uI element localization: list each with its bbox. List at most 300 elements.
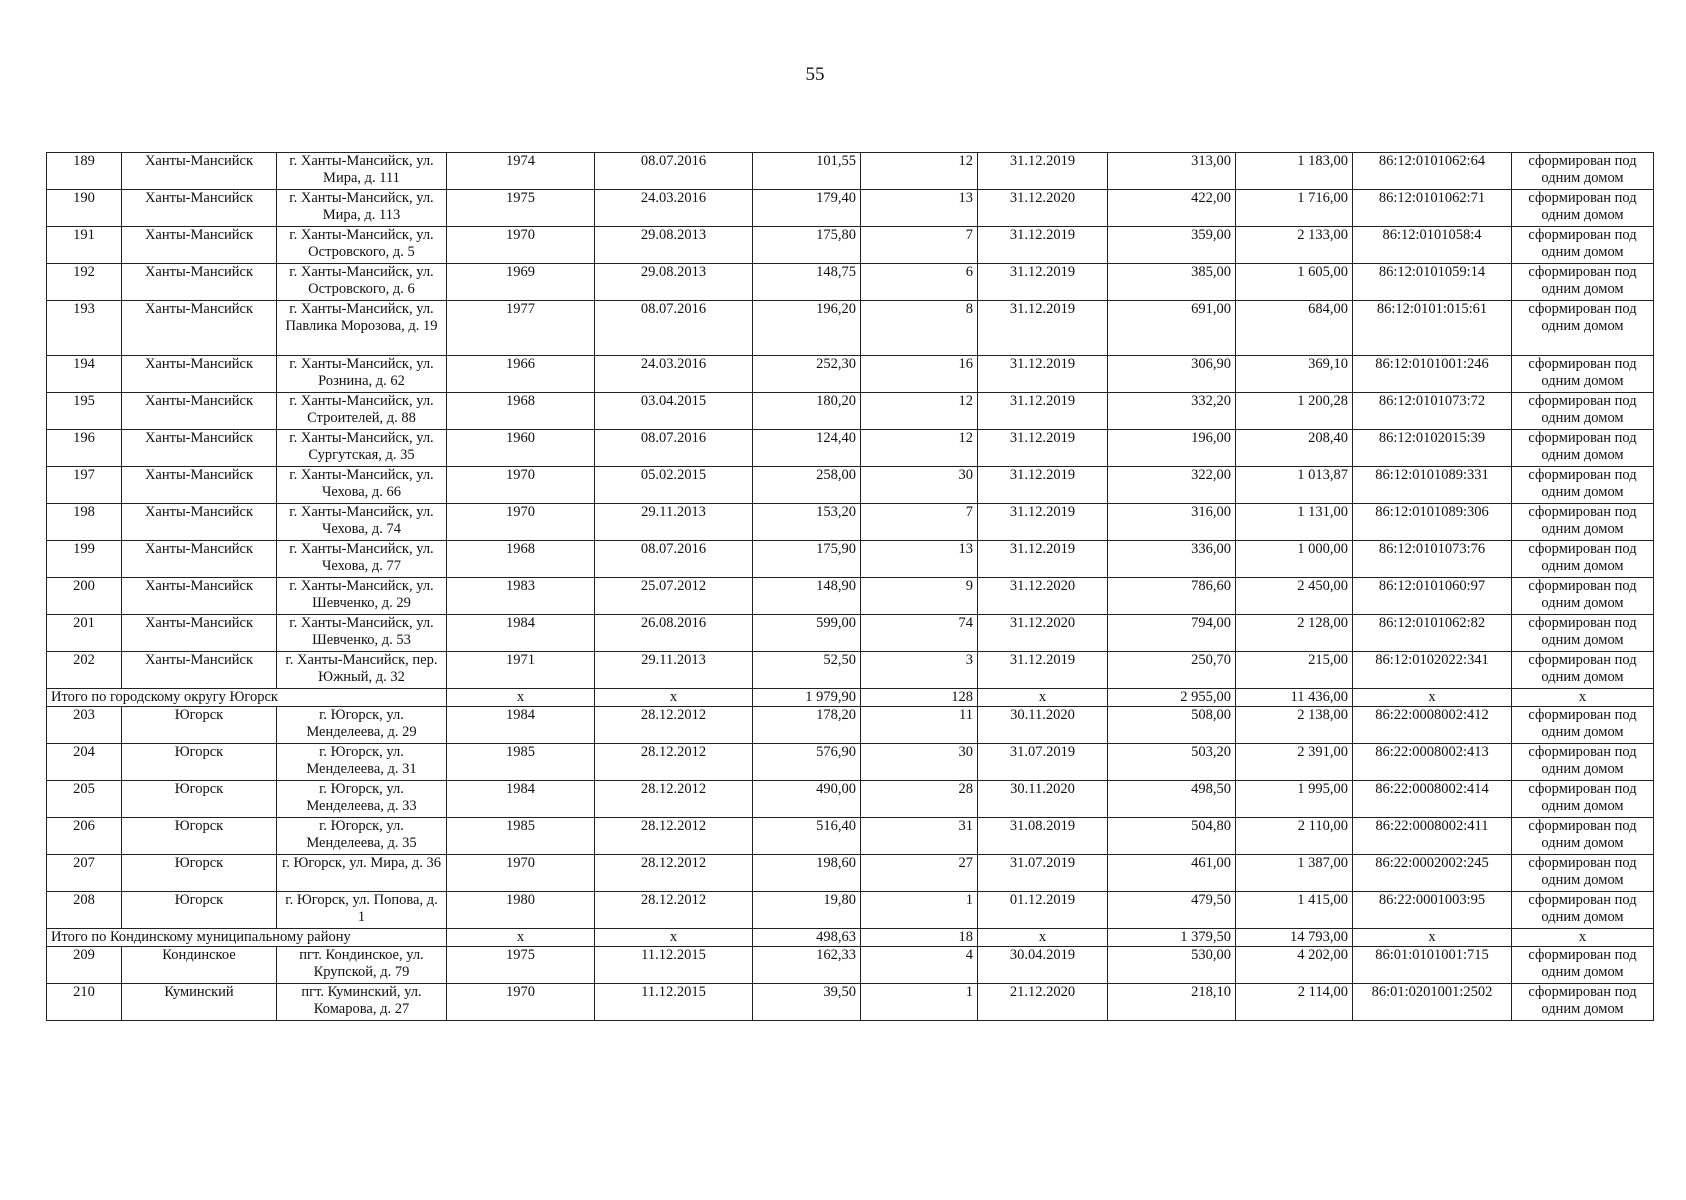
table-row	[47, 153, 1654, 190]
table-row	[47, 818, 1654, 855]
decision-date-cell: 29.11.2013	[595, 652, 753, 689]
land-area-cell: 498,50	[1108, 781, 1236, 818]
address-cell: г. Ханты-Мансийск, ул. Шевченко, д. 29	[277, 578, 447, 615]
decision-date-cell: 11.12.2015	[595, 947, 753, 984]
table-body	[47, 153, 1654, 1021]
row-number-cell: 192	[47, 264, 122, 301]
land-area-cell: 322,00	[1108, 467, 1236, 504]
address-cell: г. Ханты-Мансийск, ул. Рознина, д. 62	[277, 356, 447, 393]
area-cell: 148,75	[753, 264, 861, 301]
table-row	[47, 356, 1654, 393]
area-cell: 162,33	[753, 947, 861, 984]
row-number-cell: 207	[47, 855, 122, 892]
build-year-cell: 1980	[447, 892, 595, 929]
row-number-cell: 200	[47, 578, 122, 615]
land-status-cell: сформирован под одним домом	[1512, 984, 1654, 1021]
land-area-cell: 508,00	[1108, 707, 1236, 744]
area-cell: 175,80	[753, 227, 861, 264]
build-year-cell: 1971	[447, 652, 595, 689]
deadline-cell: 31.12.2020	[978, 615, 1108, 652]
land-status-cell: сформирован под одним домом	[1512, 393, 1654, 430]
cadastral-value-cell: 2 138,00	[1236, 707, 1353, 744]
address-cell: г. Ханты-Мансийск, пер. Южный, д. 32	[277, 652, 447, 689]
decision-date-cell: 08.07.2016	[595, 541, 753, 578]
cadastral-value-cell: 1 183,00	[1236, 153, 1353, 190]
municipality-cell: Югорск	[122, 744, 277, 781]
residents-count-cell: 7	[861, 227, 978, 264]
deadline-cell: 31.12.2019	[978, 153, 1108, 190]
cadastral-value-cell: 1 387,00	[1236, 855, 1353, 892]
decision-date-cell: 28.12.2012	[595, 707, 753, 744]
land-area-cell: 306,90	[1108, 356, 1236, 393]
municipality-cell: Ханты-Мансийск	[122, 153, 277, 190]
row-number-cell: 203	[47, 707, 122, 744]
municipality-cell: Ханты-Мансийск	[122, 467, 277, 504]
address-cell: г. Югорск, ул. Менделеева, д. 33	[277, 781, 447, 818]
build-year-cell: 1977	[447, 301, 595, 356]
cadastral-value-cell: 2 133,00	[1236, 227, 1353, 264]
decision-date-cell: 28.12.2012	[595, 855, 753, 892]
area-cell: 180,20	[753, 393, 861, 430]
deadline-cell: 30.11.2020	[978, 781, 1108, 818]
table-row	[47, 393, 1654, 430]
land-area-cell: 359,00	[1108, 227, 1236, 264]
cadastral-number-cell: 86:12:0101073:72	[1353, 393, 1512, 430]
address-cell: г. Югорск, ул. Менделеева, д. 35	[277, 818, 447, 855]
deadline-cell: 31.07.2019	[978, 744, 1108, 781]
municipality-cell: Ханты-Мансийск	[122, 264, 277, 301]
build-year-cell: 1970	[447, 467, 595, 504]
residents-count-cell: 31	[861, 818, 978, 855]
residents-count-cell: 7	[861, 504, 978, 541]
build-year-cell: 1975	[447, 947, 595, 984]
land-status-cell: сформирован под одним домом	[1512, 707, 1654, 744]
address-cell: г. Ханты-Мансийск, ул. Строителей, д. 88	[277, 393, 447, 430]
row-number-cell: 199	[47, 541, 122, 578]
residents-count-cell: 1	[861, 984, 978, 1021]
area-cell: 599,00	[753, 615, 861, 652]
deadline-cell: 21.12.2020	[978, 984, 1108, 1021]
row-number-cell: 210	[47, 984, 122, 1021]
land-area-cell: 504,80	[1108, 818, 1236, 855]
area-cell: 39,50	[753, 984, 861, 1021]
build-year-cell: 1960	[447, 430, 595, 467]
municipality-cell: Ханты-Мансийск	[122, 504, 277, 541]
land-area-cell: 786,60	[1108, 578, 1236, 615]
residents-count-cell: 13	[861, 190, 978, 227]
deadline-cell: 31.12.2019	[978, 356, 1108, 393]
cadastral-number-cell: 86:12:0101062:82	[1353, 615, 1512, 652]
land-status-cell: сформирован под одним домом	[1512, 190, 1654, 227]
municipality-cell: Ханты-Мансийск	[122, 356, 277, 393]
area-cell: 101,55	[753, 153, 861, 190]
decision-date-cell: 28.12.2012	[595, 818, 753, 855]
cadastral-value-cell: 2 450,00	[1236, 578, 1353, 615]
build-year-cell: 1984	[447, 615, 595, 652]
address-cell: г. Ханты-Мансийск, ул. Мира, д. 113	[277, 190, 447, 227]
cadastral-value-cell: 1 716,00	[1236, 190, 1353, 227]
address-cell: г. Ханты-Мансийск, ул. Мира, д. 111	[277, 153, 447, 190]
residents-count-cell: 27	[861, 855, 978, 892]
address-cell: г. Югорск, ул. Менделеева, д. 31	[277, 744, 447, 781]
land-status-cell: сформирован под одним домом	[1512, 153, 1654, 190]
row-number-cell: 198	[47, 504, 122, 541]
municipality-cell: Югорск	[122, 781, 277, 818]
build-year-cell: 1985	[447, 818, 595, 855]
residents-count-cell: 128	[861, 689, 978, 707]
build-year-cell: 1984	[447, 781, 595, 818]
area-cell: 196,20	[753, 301, 861, 356]
municipality-cell: Ханты-Мансийск	[122, 301, 277, 356]
deadline-cell: х	[978, 929, 1108, 947]
row-number-cell: 191	[47, 227, 122, 264]
cadastral-value-cell: 208,40	[1236, 430, 1353, 467]
residents-count-cell: 12	[861, 153, 978, 190]
deadline-cell: 31.12.2019	[978, 227, 1108, 264]
land-area-cell: 461,00	[1108, 855, 1236, 892]
deadline-cell: 31.12.2019	[978, 467, 1108, 504]
table-row	[47, 892, 1654, 929]
municipality-cell: Югорск	[122, 892, 277, 929]
residents-count-cell: 12	[861, 430, 978, 467]
decision-date-cell: 26.08.2016	[595, 615, 753, 652]
address-cell: г. Ханты-Мансийск, ул. Шевченко, д. 53	[277, 615, 447, 652]
land-status-cell: сформирован под одним домом	[1512, 947, 1654, 984]
cadastral-number-cell: 86:12:0101059:14	[1353, 264, 1512, 301]
decision-date-cell: 25.07.2012	[595, 578, 753, 615]
address-cell: пгт. Кондинское, ул. Крупской, д. 79	[277, 947, 447, 984]
cadastral-number-cell: 86:22:0002002:245	[1353, 855, 1512, 892]
area-cell: 52,50	[753, 652, 861, 689]
land-area-cell: 530,00	[1108, 947, 1236, 984]
address-cell: г. Ханты-Мансийск, ул. Островского, д. 6	[277, 264, 447, 301]
area-cell: 1 979,90	[753, 689, 861, 707]
decision-date-cell: х	[595, 689, 753, 707]
table-row	[47, 855, 1654, 892]
land-area-cell: 332,20	[1108, 393, 1236, 430]
municipality-cell: Кондинское	[122, 947, 277, 984]
decision-date-cell: 08.07.2016	[595, 430, 753, 467]
table-row	[47, 301, 1654, 356]
table-row	[47, 652, 1654, 689]
deadline-cell: 30.11.2020	[978, 707, 1108, 744]
area-cell: 490,00	[753, 781, 861, 818]
cadastral-number-cell: 86:12:0101062:71	[1353, 190, 1512, 227]
area-cell: 124,40	[753, 430, 861, 467]
table-row	[47, 984, 1654, 1021]
land-status-cell: сформирован под одним домом	[1512, 264, 1654, 301]
cadastral-number-cell: 86:22:0008002:414	[1353, 781, 1512, 818]
land-status-cell: сформирован под одним домом	[1512, 578, 1654, 615]
row-number-cell: 193	[47, 301, 122, 356]
land-status-cell: сформирован под одним домом	[1512, 356, 1654, 393]
address-cell: г. Ханты-Мансийск, ул. Чехова, д. 74	[277, 504, 447, 541]
cadastral-value-cell: 684,00	[1236, 301, 1353, 356]
land-status-cell: х	[1512, 929, 1654, 947]
municipality-cell: Куминский	[122, 984, 277, 1021]
municipality-cell: Югорск	[122, 707, 277, 744]
area-cell: 178,20	[753, 707, 861, 744]
subtotal-label: Итого по Кондинскому муниципальному району	[47, 929, 447, 947]
residents-count-cell: 13	[861, 541, 978, 578]
land-area-cell: 313,00	[1108, 153, 1236, 190]
residents-count-cell: 18	[861, 929, 978, 947]
area-cell: 19,80	[753, 892, 861, 929]
build-year-cell: 1970	[447, 227, 595, 264]
area-cell: 175,90	[753, 541, 861, 578]
residents-count-cell: 9	[861, 578, 978, 615]
deadline-cell: 31.07.2019	[978, 855, 1108, 892]
build-year-cell: 1970	[447, 984, 595, 1021]
municipality-cell: Ханты-Мансийск	[122, 393, 277, 430]
decision-date-cell: 29.08.2013	[595, 227, 753, 264]
land-status-cell: х	[1512, 689, 1654, 707]
cadastral-number-cell: 86:12:0102015:39	[1353, 430, 1512, 467]
deadline-cell: 31.12.2020	[978, 190, 1108, 227]
land-area-cell: 503,20	[1108, 744, 1236, 781]
cadastral-number-cell: 86:12:0101089:331	[1353, 467, 1512, 504]
land-status-cell: сформирован под одним домом	[1512, 504, 1654, 541]
land-area-cell: 794,00	[1108, 615, 1236, 652]
residents-count-cell: 12	[861, 393, 978, 430]
residents-count-cell: 28	[861, 781, 978, 818]
land-status-cell: сформирован под одним домом	[1512, 467, 1654, 504]
residents-count-cell: 1	[861, 892, 978, 929]
address-cell: г. Югорск, ул. Попова, д. 1	[277, 892, 447, 929]
table-row	[47, 578, 1654, 615]
cadastral-value-cell: 4 202,00	[1236, 947, 1353, 984]
build-year-cell: 1974	[447, 153, 595, 190]
area-cell: 198,60	[753, 855, 861, 892]
build-year-cell: х	[447, 689, 595, 707]
land-area-cell: 691,00	[1108, 301, 1236, 356]
land-area-cell: 479,50	[1108, 892, 1236, 929]
land-status-cell: сформирован под одним домом	[1512, 818, 1654, 855]
cadastral-number-cell: х	[1353, 929, 1512, 947]
area-cell: 498,63	[753, 929, 861, 947]
build-year-cell: х	[447, 929, 595, 947]
row-number-cell: 197	[47, 467, 122, 504]
build-year-cell: 1975	[447, 190, 595, 227]
deadline-cell: 01.12.2019	[978, 892, 1108, 929]
municipality-cell: Ханты-Мансийск	[122, 430, 277, 467]
cadastral-number-cell: 86:12:0101089:306	[1353, 504, 1512, 541]
build-year-cell: 1968	[447, 393, 595, 430]
decision-date-cell: х	[595, 929, 753, 947]
cadastral-value-cell: 1 995,00	[1236, 781, 1353, 818]
deadline-cell: 31.12.2020	[978, 578, 1108, 615]
area-cell: 576,90	[753, 744, 861, 781]
land-area-cell: 1 379,50	[1108, 929, 1236, 947]
deadline-cell: 31.12.2019	[978, 541, 1108, 578]
row-number-cell: 195	[47, 393, 122, 430]
residents-count-cell: 30	[861, 467, 978, 504]
table-row	[47, 707, 1654, 744]
build-year-cell: 1983	[447, 578, 595, 615]
row-number-cell: 209	[47, 947, 122, 984]
area-cell: 148,90	[753, 578, 861, 615]
cadastral-number-cell: 86:01:0201001:2502	[1353, 984, 1512, 1021]
land-area-cell: 250,70	[1108, 652, 1236, 689]
address-cell: г. Ханты-Мансийск, ул. Островского, д. 5	[277, 227, 447, 264]
land-status-cell: сформирован под одним домом	[1512, 541, 1654, 578]
page-number: 55	[805, 64, 825, 85]
cadastral-value-cell: 1 415,00	[1236, 892, 1353, 929]
build-year-cell: 1984	[447, 707, 595, 744]
row-number-cell: 202	[47, 652, 122, 689]
cadastral-value-cell: 2 114,00	[1236, 984, 1353, 1021]
table-row	[47, 504, 1654, 541]
row-number-cell: 205	[47, 781, 122, 818]
address-cell: пгт. Куминский, ул. Комарова, д. 27	[277, 984, 447, 1021]
cadastral-value-cell: 1 605,00	[1236, 264, 1353, 301]
cadastral-number-cell: 86:12:0101073:76	[1353, 541, 1512, 578]
row-number-cell: 194	[47, 356, 122, 393]
cadastral-value-cell: 2 110,00	[1236, 818, 1353, 855]
land-area-cell: 218,10	[1108, 984, 1236, 1021]
address-cell: г. Ханты-Мансийск, ул. Чехова, д. 66	[277, 467, 447, 504]
cadastral-number-cell: 86:12:0101:015:61	[1353, 301, 1512, 356]
row-number-cell: 208	[47, 892, 122, 929]
deadline-cell: 31.12.2019	[978, 301, 1108, 356]
land-status-cell: сформирован под одним домом	[1512, 744, 1654, 781]
deadline-cell: х	[978, 689, 1108, 707]
build-year-cell: 1970	[447, 855, 595, 892]
cadastral-number-cell: х	[1353, 689, 1512, 707]
land-status-cell: сформирован под одним домом	[1512, 615, 1654, 652]
table-row	[47, 615, 1654, 652]
table-row	[47, 190, 1654, 227]
decision-date-cell: 29.08.2013	[595, 264, 753, 301]
municipality-cell: Ханты-Мансийск	[122, 652, 277, 689]
municipality-cell: Ханты-Мансийск	[122, 227, 277, 264]
table-row	[47, 227, 1654, 264]
municipality-cell: Ханты-Мансийск	[122, 541, 277, 578]
municipality-cell: Ханты-Мансийск	[122, 190, 277, 227]
decision-date-cell: 05.02.2015	[595, 467, 753, 504]
table-row	[47, 264, 1654, 301]
row-number-cell: 189	[47, 153, 122, 190]
land-status-cell: сформирован под одним домом	[1512, 781, 1654, 818]
row-number-cell: 201	[47, 615, 122, 652]
cadastral-number-cell: 86:22:0001003:95	[1353, 892, 1512, 929]
row-number-cell: 196	[47, 430, 122, 467]
cadastral-number-cell: 86:12:0101060:97	[1353, 578, 1512, 615]
area-cell: 153,20	[753, 504, 861, 541]
cadastral-value-cell: 1 200,28	[1236, 393, 1353, 430]
municipality-cell: Югорск	[122, 818, 277, 855]
address-cell: г. Югорск, ул. Мира, д. 36	[277, 855, 447, 892]
build-year-cell: 1985	[447, 744, 595, 781]
residents-count-cell: 6	[861, 264, 978, 301]
table-row	[47, 541, 1654, 578]
address-cell: г. Ханты-Мансийск, ул. Чехова, д. 77	[277, 541, 447, 578]
land-status-cell: сформирован под одним домом	[1512, 652, 1654, 689]
cadastral-number-cell: 86:01:0101001:715	[1353, 947, 1512, 984]
deadline-cell: 31.12.2019	[978, 504, 1108, 541]
residents-count-cell: 74	[861, 615, 978, 652]
deadline-cell: 31.12.2019	[978, 652, 1108, 689]
land-area-cell: 385,00	[1108, 264, 1236, 301]
deadline-cell: 31.12.2019	[978, 264, 1108, 301]
residents-count-cell: 4	[861, 947, 978, 984]
cadastral-number-cell: 86:12:0101062:64	[1353, 153, 1512, 190]
residents-count-cell: 11	[861, 707, 978, 744]
municipality-cell: Югорск	[122, 855, 277, 892]
cadastral-value-cell: 1 000,00	[1236, 541, 1353, 578]
table-row	[47, 430, 1654, 467]
cadastral-number-cell: 86:22:0008002:413	[1353, 744, 1512, 781]
build-year-cell: 1968	[447, 541, 595, 578]
build-year-cell: 1966	[447, 356, 595, 393]
land-area-cell: 336,00	[1108, 541, 1236, 578]
area-cell: 252,30	[753, 356, 861, 393]
cadastral-number-cell: 86:22:0008002:412	[1353, 707, 1512, 744]
subtotal-label: Итого по городскому округу Югорск	[47, 689, 447, 707]
land-status-cell: сформирован под одним домом	[1512, 855, 1654, 892]
build-year-cell: 1969	[447, 264, 595, 301]
cadastral-number-cell: 86:22:0008002:411	[1353, 818, 1512, 855]
decision-date-cell: 29.11.2013	[595, 504, 753, 541]
row-number-cell: 204	[47, 744, 122, 781]
decision-date-cell: 28.12.2012	[595, 892, 753, 929]
subtotal-row	[47, 689, 1654, 707]
land-status-cell: сформирован под одним домом	[1512, 892, 1654, 929]
deadline-cell: 31.12.2019	[978, 430, 1108, 467]
table-row	[47, 744, 1654, 781]
cadastral-number-cell: 86:12:0101058:4	[1353, 227, 1512, 264]
cadastral-value-cell: 369,10	[1236, 356, 1353, 393]
cadastral-value-cell: 11 436,00	[1236, 689, 1353, 707]
deadline-cell: 30.04.2019	[978, 947, 1108, 984]
area-cell: 179,40	[753, 190, 861, 227]
decision-date-cell: 28.12.2012	[595, 744, 753, 781]
address-cell: г. Югорск, ул. Менделеева, д. 29	[277, 707, 447, 744]
row-number-cell: 190	[47, 190, 122, 227]
residents-count-cell: 16	[861, 356, 978, 393]
decision-date-cell: 24.03.2016	[595, 356, 753, 393]
decision-date-cell: 11.12.2015	[595, 984, 753, 1021]
residents-count-cell: 30	[861, 744, 978, 781]
land-area-cell: 422,00	[1108, 190, 1236, 227]
table-row	[47, 467, 1654, 504]
cadastral-value-cell: 215,00	[1236, 652, 1353, 689]
residents-count-cell: 8	[861, 301, 978, 356]
housing-table	[46, 152, 1654, 1021]
cadastral-value-cell: 1 013,87	[1236, 467, 1353, 504]
residents-count-cell: 3	[861, 652, 978, 689]
address-cell: г. Ханты-Мансийск, ул. Сургутская, д. 35	[277, 430, 447, 467]
decision-date-cell: 08.07.2016	[595, 153, 753, 190]
municipality-cell: Ханты-Мансийск	[122, 615, 277, 652]
land-status-cell: сформирован под одним домом	[1512, 227, 1654, 264]
deadline-cell: 31.08.2019	[978, 818, 1108, 855]
cadastral-value-cell: 14 793,00	[1236, 929, 1353, 947]
land-area-cell: 2 955,00	[1108, 689, 1236, 707]
decision-date-cell: 28.12.2012	[595, 781, 753, 818]
cadastral-number-cell: 86:12:0102022:341	[1353, 652, 1512, 689]
land-status-cell: сформирован под одним домом	[1512, 430, 1654, 467]
build-year-cell: 1970	[447, 504, 595, 541]
decision-date-cell: 24.03.2016	[595, 190, 753, 227]
cadastral-value-cell: 2 391,00	[1236, 744, 1353, 781]
address-cell: г. Ханты-Мансийск, ул. Павлика Морозова, д. 19	[277, 301, 447, 356]
subtotal-row	[47, 929, 1654, 947]
area-cell: 516,40	[753, 818, 861, 855]
land-status-cell: сформирован под одним домом	[1512, 301, 1654, 356]
area-cell: 258,00	[753, 467, 861, 504]
cadastral-value-cell: 1 131,00	[1236, 504, 1353, 541]
